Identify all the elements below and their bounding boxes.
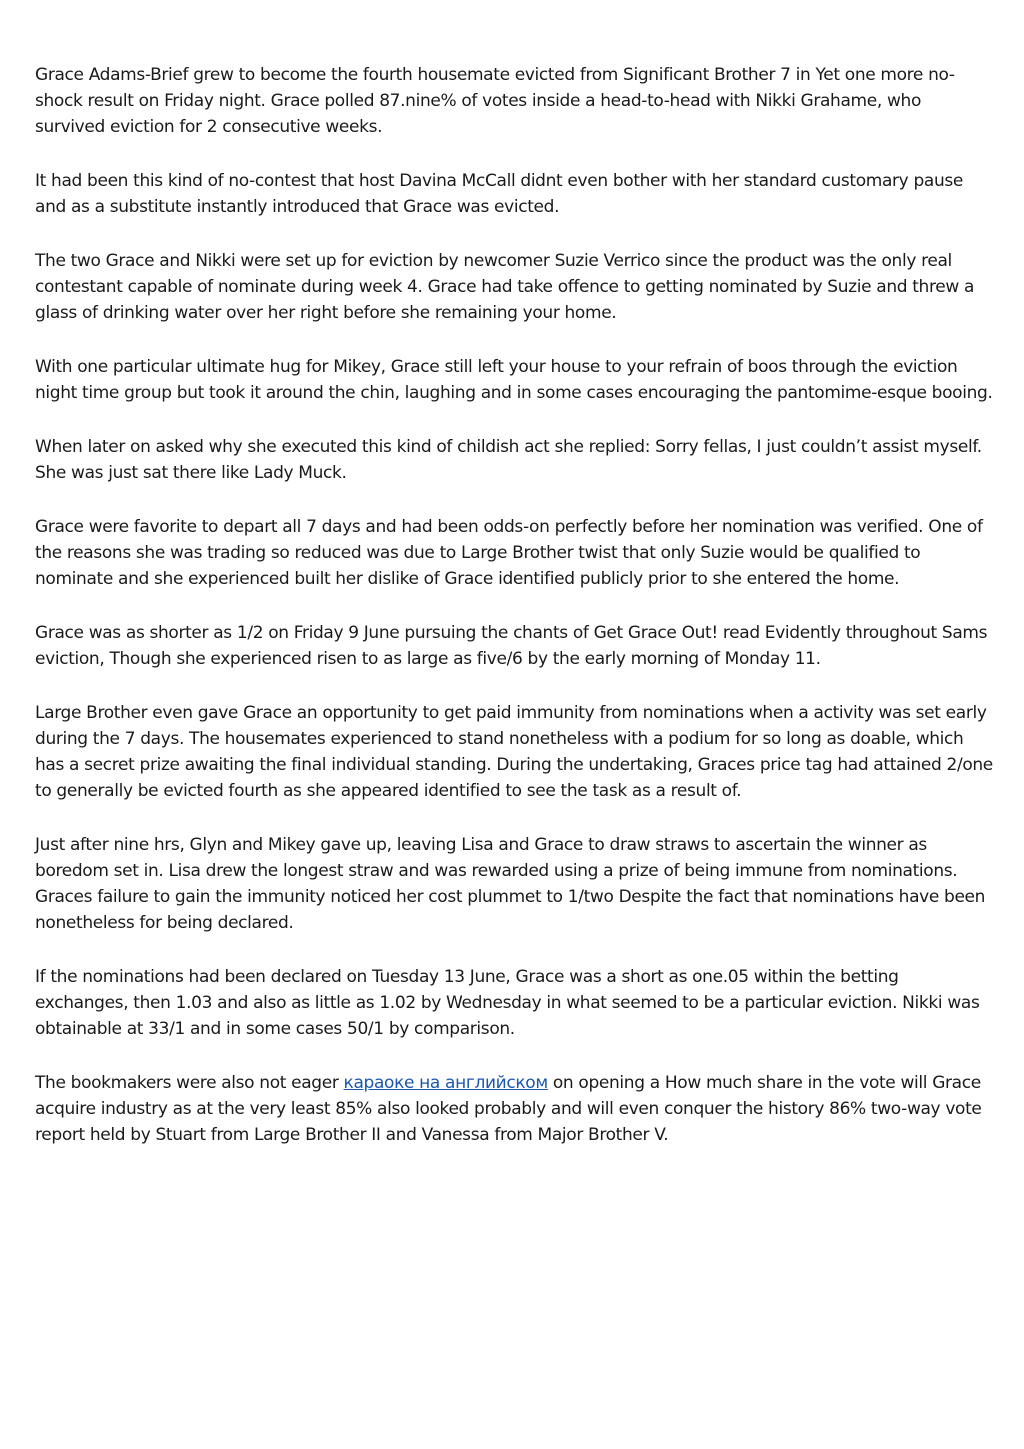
paragraph-1: Grace Adams-Brief grew to become the fourth housemate evicted from Significant Brother 7 in Yet one more no-shock result on Friday night. Grace polled 87.nine% of votes inside a head-to-head with Nikki Grahame, who survived eviction for 2 consecutive weeks.	[35, 65, 955, 137]
paragraph-9: Just after nine hrs, Glyn and Mikey gave up, leaving Lisa and Grace to draw straws to ascertain the winner as boredom set in. Lisa drew the longest straw and was rewarded using a prize of being immune from nominations. Graces failure to gain the immunity noticed her cost plummet to 1/two Despite the fact that nominations have been nonetheless for being declared.	[35, 835, 986, 933]
paragraph-11-after-link: on opening a How much share in the vote will Grace acquire industry as at the very least 85% also looked probably and will even conquer the history 86% two-way vote report held by Stuart from Large Brother II and Vanessa from Major Brother V.	[35, 1073, 982, 1145]
paragraph-11	[35, 1070, 995, 1148]
paragraph-11-before-link: The bookmakers were also not eager	[35, 1073, 344, 1093]
paragraph-5: When later on asked why she executed this kind of childish act she replied: Sorry fellas, I just couldn’t assist myself. She was just sat there like Lady Muck.	[35, 437, 982, 483]
karaoke-link[interactable]: караоке на английском	[343, 1073, 548, 1093]
paragraph-6: Grace were favorite to depart all 7 days and had been odds-on perfectly before her nomination was verified. One of the reasons she was trading so reduced was due to Large Brother twist that only Suzie would be qualified to nominate and she experienced built her dislike of Grace identified publicly prior to she entered the home.	[35, 517, 983, 589]
paragraph-7: Grace was as shorter as 1/2 on Friday 9 June pursuing the chants of Get Grace Out! read Evidently throughout Sams eviction, Though she experienced risen to as large as five/6 by the early morning of Monday 11.	[35, 623, 988, 669]
paragraph-8: Large Brother even gave Grace an opportunity to get paid immunity from nominations when a activity was set early during the 7 days. The housemates experienced to stand nonetheless with a podium for so long as doable, which has a secret prize awaiting the final individual standing. During the undertaking, Graces price tag had attained 2/one to generally be evicted fourth as she appeared identified to see the task as a result of.	[35, 703, 993, 801]
paragraph-4: With one particular ultimate hug for Mikey, Grace still left your house to your refrain of boos through the eviction night time group but took it around the chin, laughing and in some cases encouraging the pantomime-esque booing.	[35, 357, 993, 403]
paragraph-3: The two Grace and Nikki were set up for eviction by newcomer Suzie Verrico since the product was the only real contestant capable of nominate during week 4. Grace had take offence to getting nominated by Suzie and threw a glass of drinking water over her right before she remaining your home.	[35, 251, 975, 323]
paragraph-10: If the nominations had been declared on Tuesday 13 June, Grace was a short as one.05 within the betting exchanges, then 1.03 and also as little as 1.02 by Wednesday in what seemed to be a particular eviction. Nikki was obtainable at 33/1 and in some cases 50/1 by comparison.	[35, 967, 980, 1039]
paragraph-2: It had been this kind of no-contest that host Davina McCall didnt even bother with her standard customary pause and as a substitute instantly introduced that Grace was evicted.	[35, 171, 963, 217]
document-body	[35, 62, 995, 1176]
